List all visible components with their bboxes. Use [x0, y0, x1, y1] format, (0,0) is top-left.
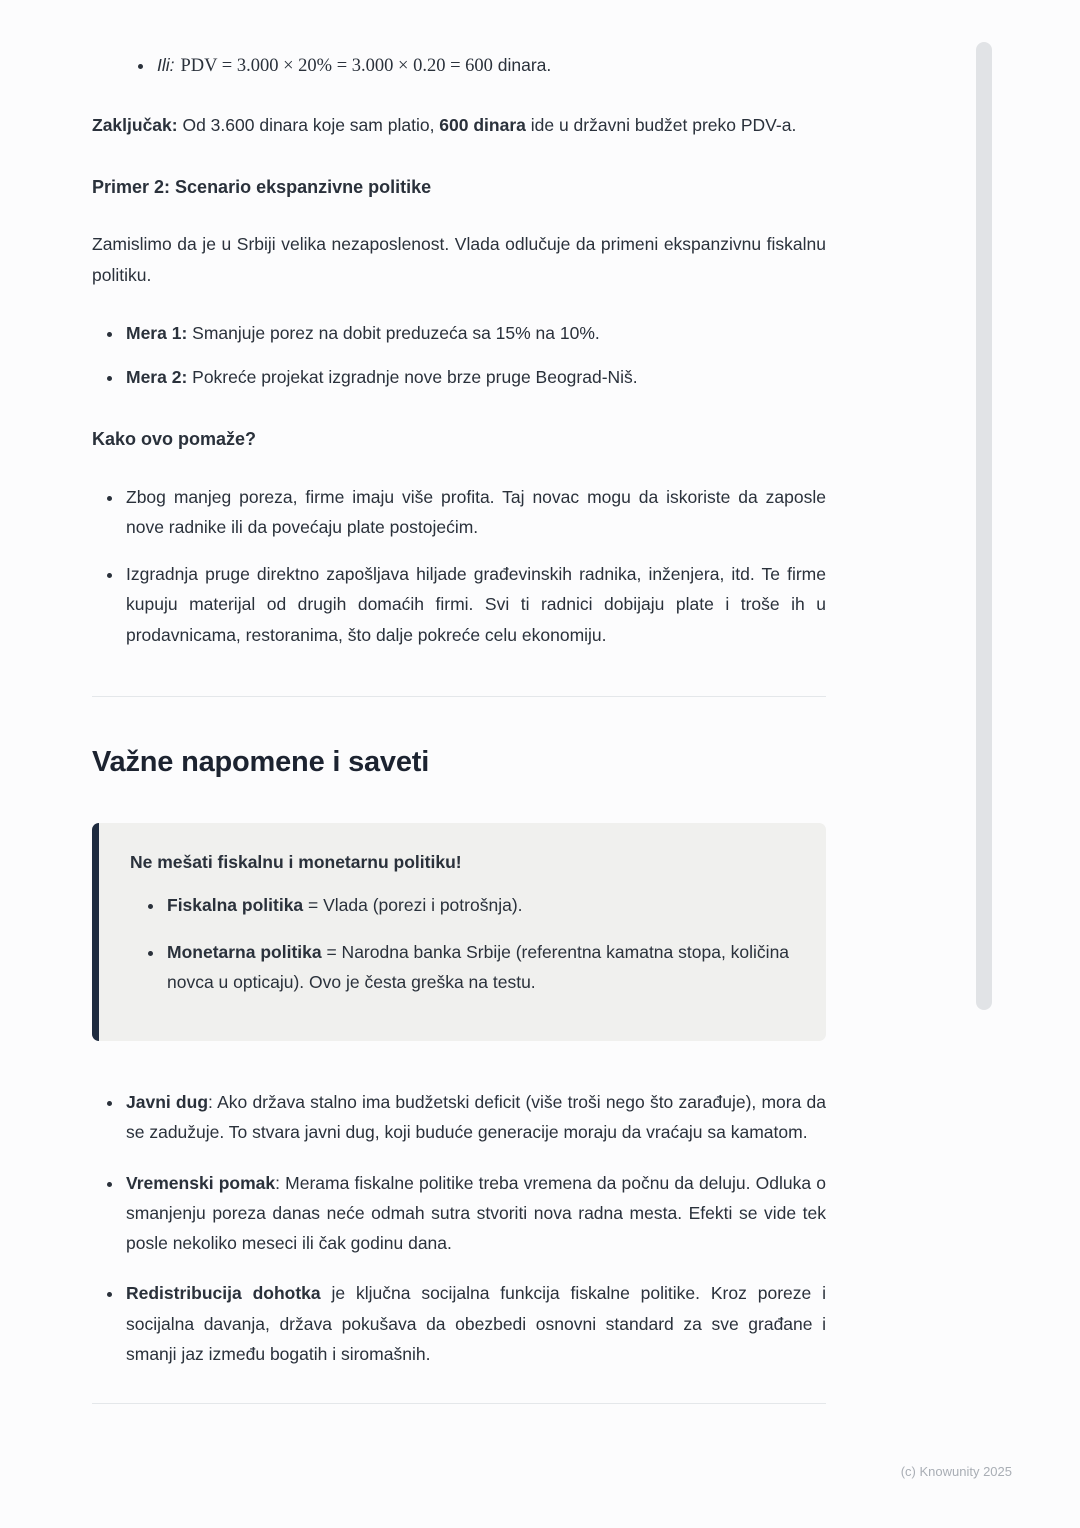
list-item-monetarna-politika: [165, 937, 792, 998]
copyright-footer: (c) Knowunity 2025: [900, 1464, 1012, 1479]
text-segment: Smanjuje porez na dobit preduzeća sa 15% na 10%.: [187, 322, 600, 343]
text-segment: ide u državni budžet preko PDV-a.: [525, 115, 797, 135]
list-item-mera-1: [124, 318, 826, 348]
list-item: • Zbog manjeg poreza, firme imaju više profita. Taj novac mogu da iskoriste da zaposle nove radnike ili da povećaju plate postojećim.: [124, 482, 826, 543]
document-content: [92, 50, 826, 1404]
list-item-javni-dug: [124, 1087, 826, 1148]
list-item-mera-2: [124, 362, 826, 392]
text-segment: = Narodna banka Srbije (referentna kamatna stopa, količina novca u opticaju). Ovo je česta greška na testu.: [167, 941, 790, 992]
section-heading: Važne napomene i saveti: [92, 745, 430, 778]
redistribucija-label: Redistribucija dohotka: [126, 1283, 321, 1304]
text-segment: : Merama fiskalne politike treba vremena da počnu da deluju. Odluka o smanjenju poreza danas neće odmah sutra stvoriti nova radna mesta. Efekti se vide tek posle nekoliko meseci ili čak godinu dana.: [126, 1172, 827, 1254]
napomene-list: [92, 1087, 826, 1369]
callout-note: [92, 823, 826, 1041]
amount-bold: 600 dinara: [439, 115, 526, 135]
zakljucak-label: Zaključak:: [92, 115, 178, 135]
list-item-redistribucija: [124, 1278, 826, 1369]
scrollbar-thumb[interactable]: [976, 42, 992, 1010]
callout-list: [130, 890, 792, 997]
text-segment: Pokreće projekat izgradnje nove brze pruge Beograd-Niš.: [187, 367, 638, 388]
section-divider: [92, 696, 826, 697]
kako-heading: Kako ovo pomaže?: [92, 429, 257, 450]
vremenski-pomak-label: Vremenski pomak: [126, 1172, 276, 1193]
monetarna-label: Monetarna politika: [167, 941, 322, 962]
callout-title: Ne mešati fiskalnu i monetarnu politiku!: [130, 852, 462, 873]
javni-dug-label: Javni dug: [126, 1092, 209, 1113]
text-segment: Od 3.600 dinara koje sam platio,: [177, 115, 440, 135]
primer2-heading: Primer 2: Scenario ekspanzivne politike: [92, 177, 432, 198]
list-item-fiskalna-politika: [165, 890, 792, 920]
text-segment: = Vlada (porezi i potrošnja).: [303, 895, 523, 916]
list-item-vremenski-pomak: [124, 1168, 826, 1259]
kako-list: [92, 482, 826, 650]
text-segment: : Ako država stalno ima budžetski deficit (više troši nego što zarađuje), mora da se zadužuje. To stvara javni dug, koji buduće generacije moraju da vraćaju sa kamatom.: [126, 1092, 827, 1143]
scrollbar[interactable]: [974, 38, 994, 1488]
mera-2-label: Mera 2:: [126, 367, 188, 388]
text-segment: dinara.: [492, 55, 552, 75]
ili-label: Ili:: [157, 55, 175, 75]
list-item-pdv-calculation: [155, 50, 826, 82]
text-segment: je ključna socijalna funkcija fiskalne politike. Kroz poreze i socijalna davanja, država pokušava da obezbedi osnovni standard za sve građane i smanji jaz između bogatih i siromašnih.: [126, 1283, 826, 1364]
pdv-calculation-list: [92, 50, 826, 82]
mera-1-label: Mera 1:: [126, 322, 188, 343]
bottom-divider: [92, 1403, 826, 1404]
primer2-intro-paragraph: Zamislimo da je u Srbiji velika nezaposlenost. Vlada odlučuje da primeni ekspanzivnu fiskalnu politiku.: [92, 234, 826, 285]
mere-list: [92, 318, 826, 393]
list-item: • Izgradnja pruge direktno zapošljava hiljade građevinskih radnika, inženjera, itd. Te firme kupuju materijal od drugih domaćih firmi. Svi ti radnici dobijaju plate i troše ih u prodavnicama, restoranima, što dalje pokreće celu ekonomiju.: [124, 559, 826, 650]
fiskalna-label: Fiskalna politika: [167, 895, 304, 916]
pdv-formula: PDV = 3.000 × 20% = 3.000 × 0.20 = 600: [180, 56, 493, 76]
zakljucak-paragraph: [92, 110, 826, 140]
